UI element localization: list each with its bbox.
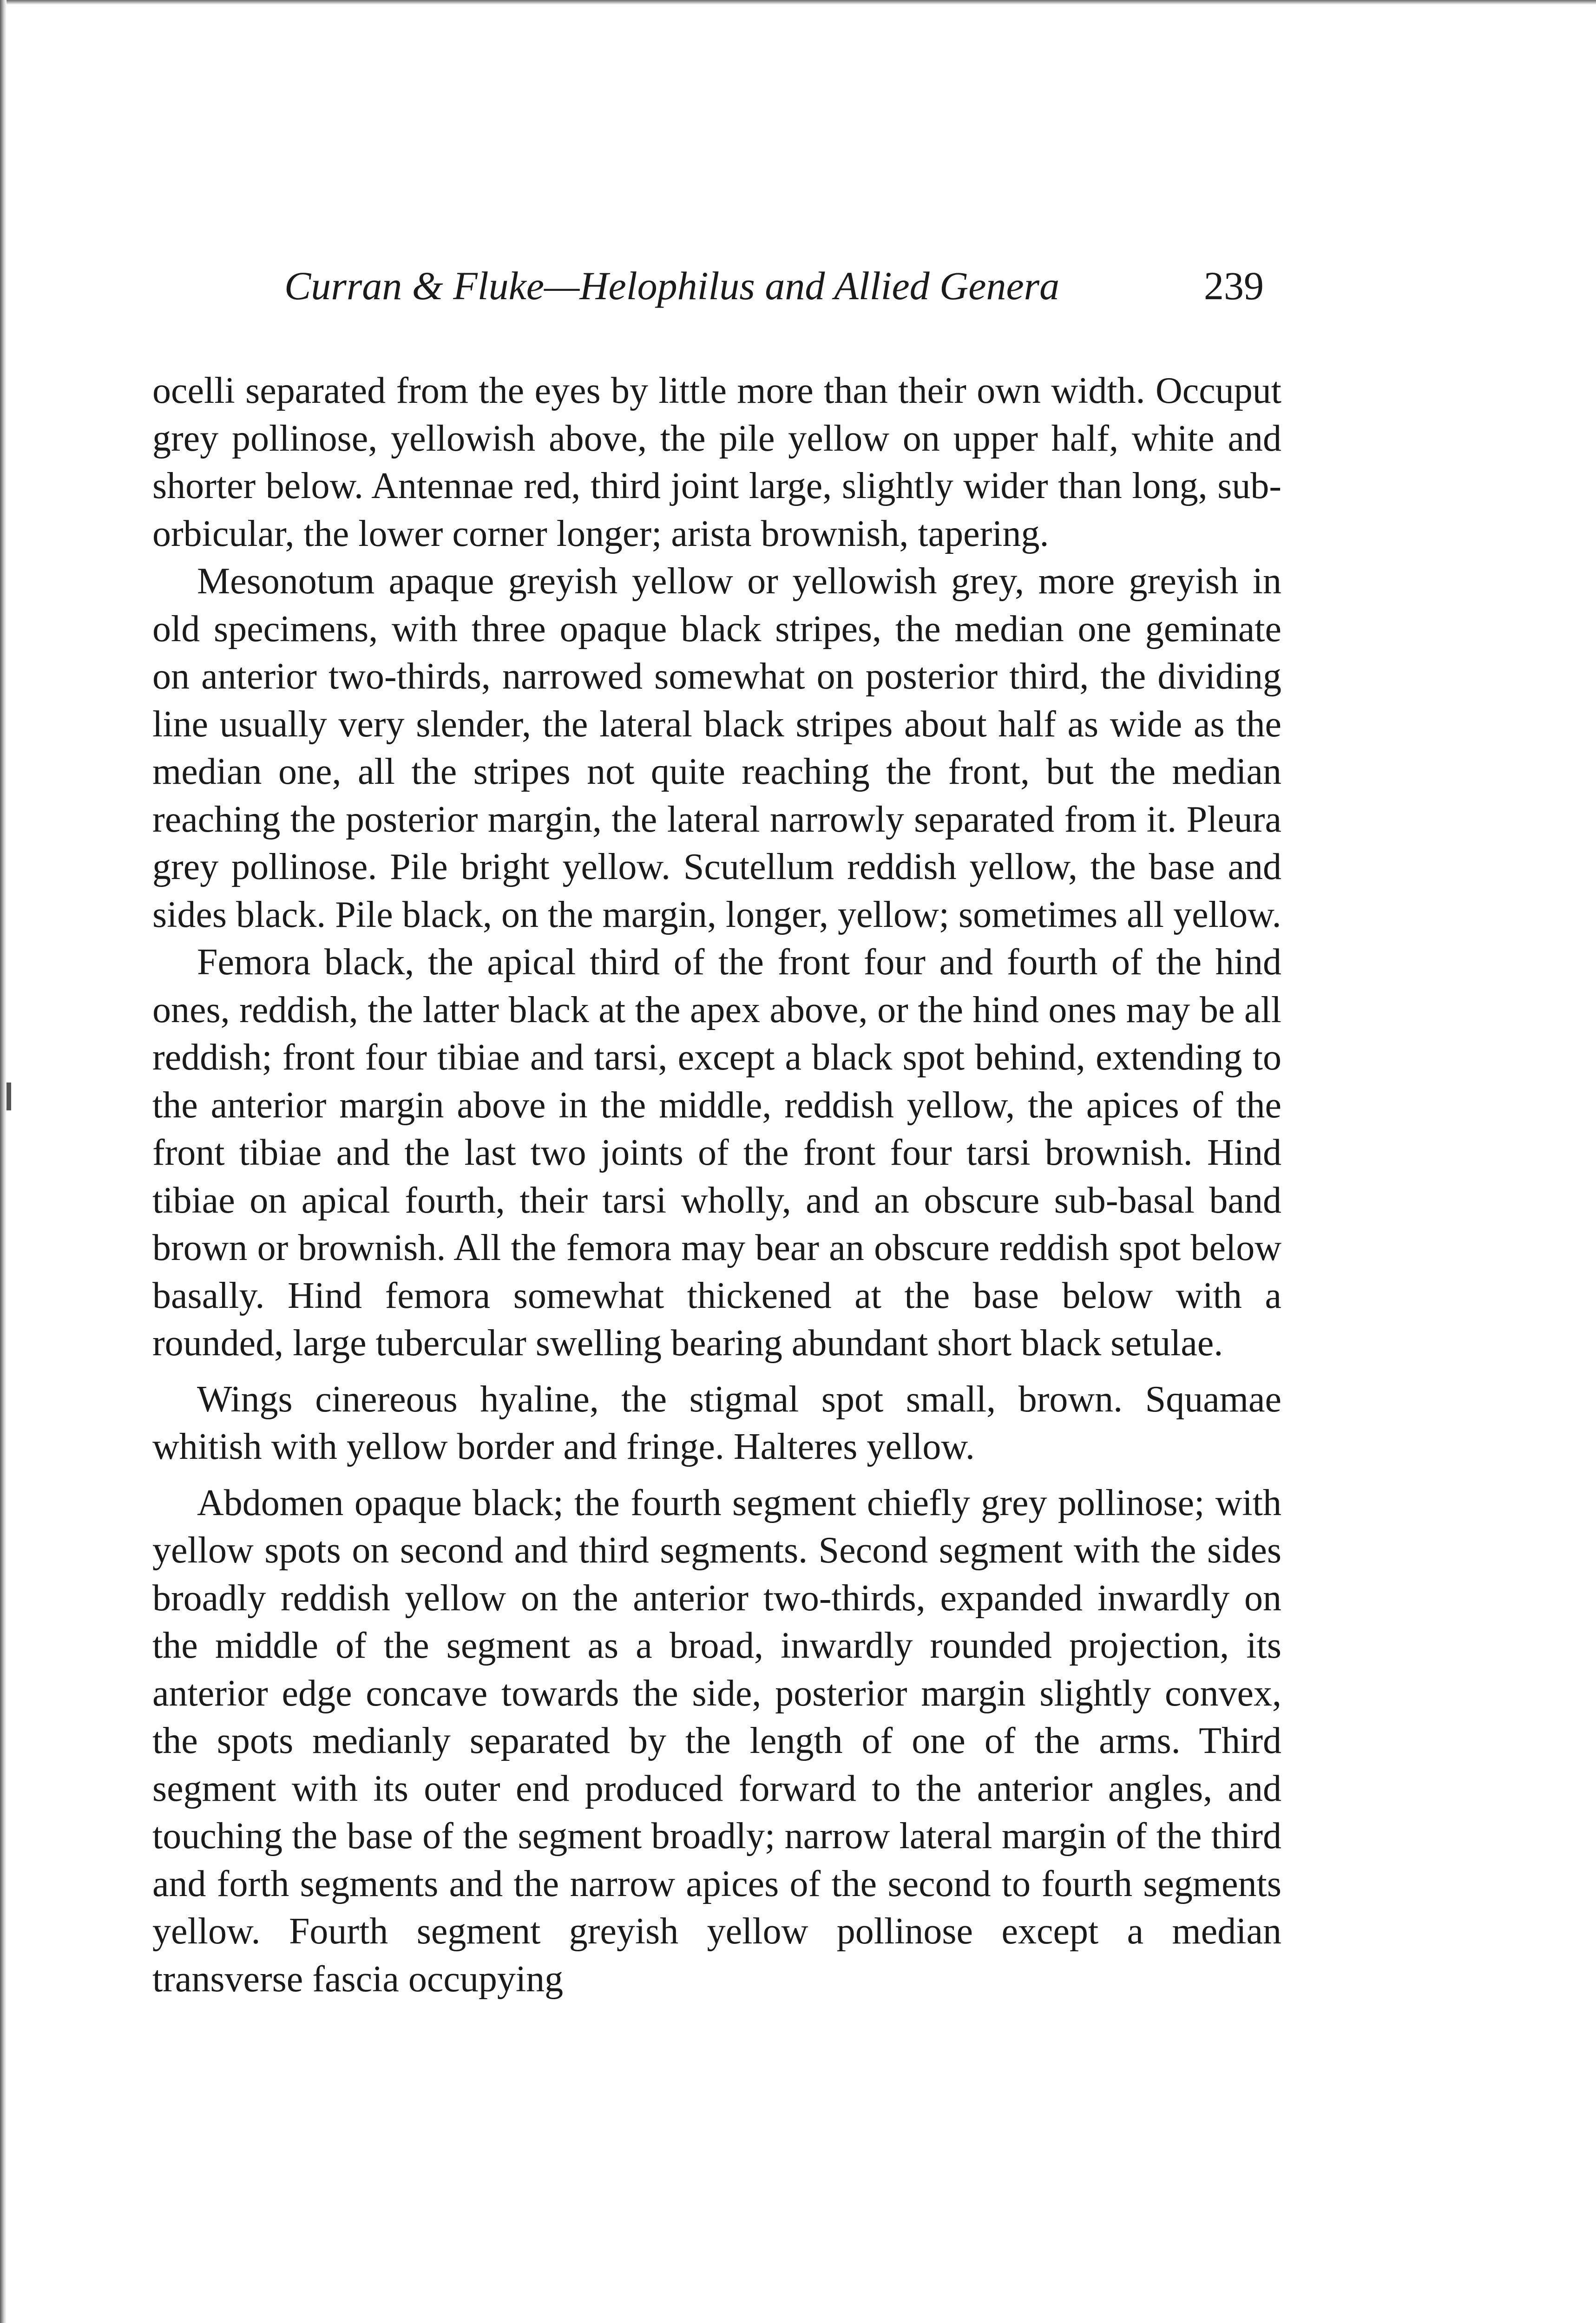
page-header	[284, 260, 1264, 311]
paragraph-mesonotum: Mesonotum apaque greyish yellow or yellowish grey, more greyish in old specimens, with three opaque black stripes, the median one geminate on anterior two-thirds, narrowed somewhat on posterior third, the dividing line usually very slender, the lateral black stripes about half as wide as the median one, all the stripes not quite reaching the front, but the median reaching the posterior margin, the lateral narrowly separated from it. Pleura grey pollinose. Pile bright yellow. Scutellum reddish yellow, the base and sides black. Pile black, on the margin, longer, yellow; sometimes all yellow.	[152, 561, 1281, 935]
running-head: Curran & Fluke—Helophilus and Allied Genera	[284, 263, 1060, 308]
paragraph-continuation: ocelli separated from the eyes by little more than their own width. Occuput grey pollinose, yellowish above, the pile yellow on upper half, white and shorter below. Antennae red, third joint large, slightly wider than long, sub-orbicular, the lower corner longer; arista brownish, tapering.	[152, 370, 1281, 554]
body-text	[152, 367, 1281, 2003]
paragraph-abdomen: Abdomen opaque black; the fourth segment chiefly grey pollinose; with yellow spots on second and third segments. Second segment with the sides broadly reddish yellow on the anterior two-thirds, expanded inwardly on the middle of the segment as a broad, inwardly rounded projection, its anterior edge concave towards the side, posterior margin slightly convex, the spots medianly separated by the length of one of the arms. Third segment with its outer end produced forward to the anterior angles, and touching the base of the segment broadly; narrow lateral margin of the third and forth segments and the narrow apices of the second to fourth segments yellow. Fourth segment greyish yellow pollinose except a median transverse fascia occupying	[152, 1482, 1281, 2000]
scan-left-edge	[0, 0, 7, 2323]
paragraph-femora: Femora black, the apical third of the front four and fourth of the hind ones, reddish, the latter black at the apex above, or the hind ones may be all reddish; front four tibiae and tarsi, except a black spot behind, extending to the anterior margin above in the middle, reddish yellow, the apices of the front tibiae and the last two joints of the front four tarsi brownish. Hind tibiae on apical fourth, their tarsi wholly, and an obscure sub-basal band brown or brownish. All the femora may bear an obscure reddish spot below basally. Hind femora somewhat thickened at the base below with a rounded, large tubercular swelling bearing abundant short black setulae.	[152, 942, 1281, 1364]
page-number: 239	[1204, 263, 1264, 308]
scan-top-edge	[0, 0, 1596, 5]
binding-mark	[7, 1083, 11, 1110]
paragraph-wings: Wings cinereous hyaline, the stigmal spot small, brown. Squamae whitish with yellow border and fringe. Halteres yellow.	[152, 1378, 1281, 1467]
